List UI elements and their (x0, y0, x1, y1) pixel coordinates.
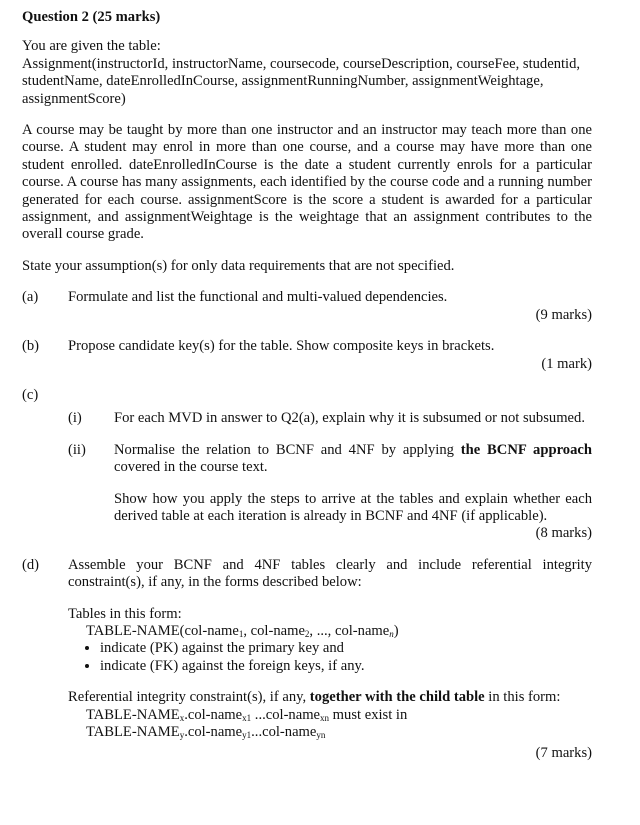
c-ii-text-2: covered in the course text. (114, 459, 268, 476)
table-definition: Assignment(instructorId, instructorName, coursecode, courseDescription, courseFee, studentid, studentName, dateEnrolledInCourse, assignmentRunningNumber, assignmentWeightage, assignmentScore) (22, 55, 581, 107)
c-ii-bold: the BCNF approach (460, 441, 592, 458)
part-b-marks: (1 mark) (541, 355, 592, 372)
part-a (22, 289, 592, 306)
question-title: Question 2 (25 marks) (22, 9, 161, 25)
c-ii-text-3: Show how you apply the steps to arrive at the tables and explain whether each derived table at each iteration is already in BCNF and 4NF (if applicable). (114, 490, 592, 524)
tables-intro: Tables in this form: (68, 605, 182, 622)
part-d-text: Assemble your BCNF and 4NF tables clearly and include referential integrity constraint(s), if any, in the forms described below: (68, 556, 592, 591)
assumption-text: State your assumption(s) for only data requirements that are not specified. (22, 257, 455, 274)
part-a-marks: (9 marks) (535, 306, 592, 323)
ric-intro: Referential integrity constraint(s), if any, together with the child table in this form: (68, 689, 561, 706)
part-d-label: (d) (22, 556, 40, 573)
c-ii-text: Normalise the relation to BCNF and 4NF by applying (114, 441, 461, 458)
part-d (22, 557, 592, 742)
part-b-label: (b) (22, 338, 40, 355)
part-d-marks: (7 marks) (535, 745, 592, 762)
intro-text: You are given the table: (22, 38, 161, 55)
part-c-i (68, 410, 592, 427)
part-a-text: Formulate and list the functional and multi-valued dependencies. (68, 289, 448, 306)
part-c-i-text: For each MVD in answer to Q2(a), explain why it is subsumed or not subsumed. (114, 410, 585, 427)
part-b-text: Propose candidate key(s) for the table. Show composite keys in brackets. (68, 338, 495, 355)
part-c-i-label: (i) (68, 410, 82, 427)
ric-form-line-2: TABLE-$NAME_y.col-name_{y1}...col-name_{yn}$ (86, 724, 326, 740)
part-c-label: (c) (22, 386, 39, 403)
part-c-ii (68, 442, 592, 526)
table-form-bullets (68, 640, 592, 675)
bullet-pk: • indicate (PK) against the primary key and (100, 640, 592, 657)
part-c-marks: (8 marks) (535, 525, 592, 542)
description-text: A course may be taught by more than one instructor and an instructor may teach more than one course. A student may enrol in more than one course, and a course may have more than one student enrolled. dateEnrolledInCourse is the date a student currently enrols for a particular course. A course has many assignments, each identified by the course code and a running number generated for each course. assignmentScore is the score a student is awarded for a particular assignment, and assignmentWeightage is the weightage that an assignment contributes to the overall course grade. (22, 122, 592, 243)
part-b (22, 338, 592, 355)
ric-form-line-1: TABLE-$NAME_x.col-name_{x1}$ ...col-name$_{xn}$ must exist in (86, 706, 408, 723)
bullet-fk: • indicate (FK) against the foreign keys, if any. (100, 658, 592, 675)
part-a-label: (a) (22, 289, 39, 306)
table-form: TABLE-NAME(col-name$_1$, col-name$_2$, ..., col-name$_n$) (86, 622, 399, 639)
part-c-ii-label: (ii) (68, 441, 86, 458)
